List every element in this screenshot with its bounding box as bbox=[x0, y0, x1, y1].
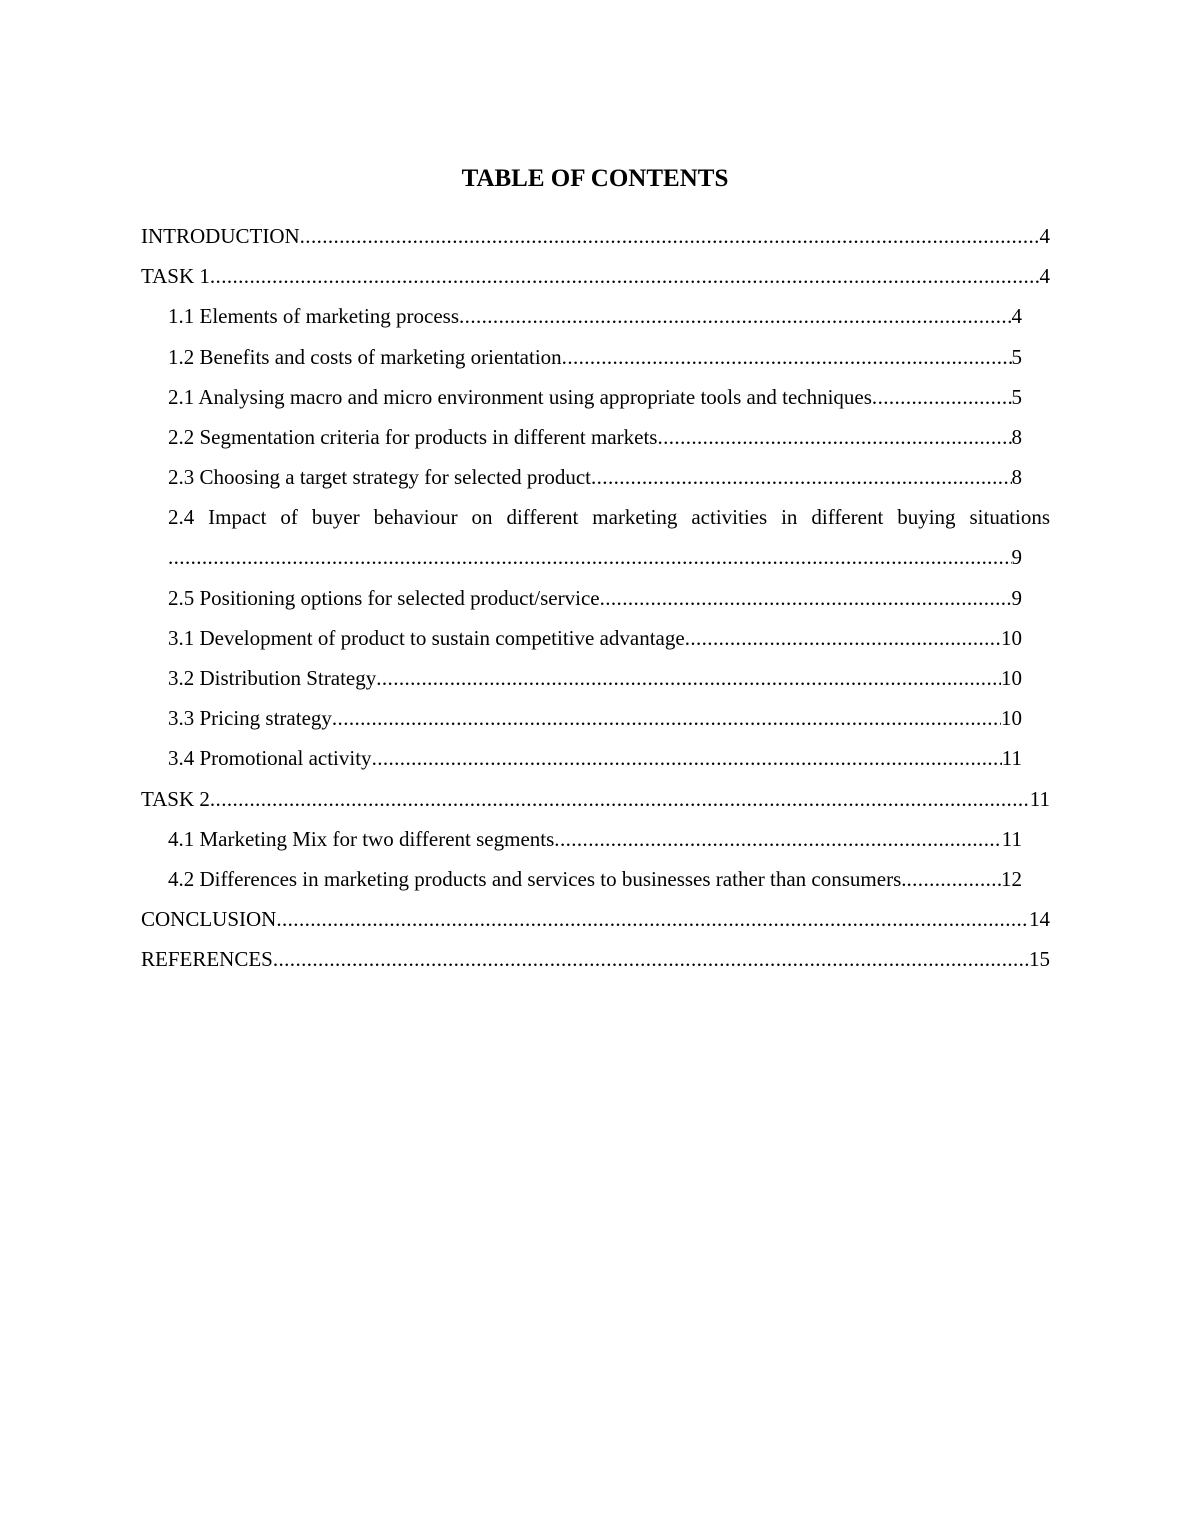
toc-entry-4-1[interactable] bbox=[0, 819, 1190, 859]
toc-page-number: 10 bbox=[1001, 706, 1022, 731]
toc-entry-references[interactable] bbox=[0, 939, 1190, 979]
toc-page-number: 14 bbox=[1029, 907, 1050, 932]
toc-entry-task-1[interactable] bbox=[0, 256, 1190, 296]
toc-entry-text: REFERENCES bbox=[141, 947, 273, 972]
toc-entry-2-5[interactable] bbox=[0, 578, 1190, 618]
toc-entry-text: 3.1 Development of product to sustain competitive advantage bbox=[168, 625, 685, 650]
toc-entry-text: TASK 2 bbox=[141, 786, 210, 811]
toc-entry-text: 4.2 Differences in marketing products and services to businesses rather than consumers. bbox=[168, 867, 907, 892]
toc-entry-text: 2.2 Segmentation criteria for products in different markets bbox=[168, 424, 658, 449]
table-of-contents bbox=[0, 216, 1190, 980]
toc-entry-text: 3.4 Promotional activity bbox=[168, 746, 372, 771]
toc-page-number: 8 bbox=[1011, 465, 1022, 490]
dot-leader bbox=[459, 296, 1011, 336]
toc-entry-3-2[interactable] bbox=[0, 658, 1190, 698]
dot-leader bbox=[332, 698, 1001, 738]
toc-entry-1-2[interactable] bbox=[0, 337, 1190, 377]
toc-entry-text: 2.4 Impact of buyer behaviour on different marketing activities in different buying situations bbox=[168, 505, 1050, 530]
toc-entry-task-2[interactable] bbox=[0, 779, 1190, 819]
toc-entry-3-4[interactable] bbox=[0, 738, 1190, 778]
dot-leader bbox=[600, 578, 1012, 618]
toc-entry-text: 3.2 Distribution Strategy bbox=[168, 666, 377, 691]
toc-entry-3-1[interactable] bbox=[0, 618, 1190, 658]
toc-page-number: 15 bbox=[1029, 947, 1050, 972]
dot-leader bbox=[376, 658, 1001, 698]
toc-entry-text: 2.3 Choosing a target strategy for selected product bbox=[168, 465, 591, 490]
toc-entry-2-1[interactable] bbox=[0, 377, 1190, 417]
dot-leader bbox=[210, 779, 1030, 819]
toc-entry-2-3[interactable] bbox=[0, 457, 1190, 497]
dot-leader bbox=[657, 417, 1011, 457]
toc-entry-3-3[interactable] bbox=[0, 698, 1190, 738]
dot-leader bbox=[907, 859, 1002, 899]
toc-entry-2-4[interactable] bbox=[0, 497, 1190, 577]
toc-page-number: 10 bbox=[1001, 666, 1022, 691]
toc-entry-text: 1.1 Elements of marketing process bbox=[168, 304, 460, 329]
toc-page-number: 5 bbox=[1011, 344, 1022, 369]
toc-entry-4-2[interactable] bbox=[0, 859, 1190, 899]
toc-entry-text: 2.1 Analysing macro and micro environment using appropriate tools and techniques bbox=[168, 384, 872, 409]
toc-page-number: 11 bbox=[1001, 826, 1022, 851]
toc-entry-conclusion[interactable] bbox=[0, 899, 1190, 939]
toc-entry-text: 4.1 Marketing Mix for two different segments bbox=[168, 826, 555, 851]
dot-leader bbox=[273, 939, 1029, 979]
toc-entry-text: 2.5 Positioning options for selected product/service bbox=[168, 585, 600, 610]
toc-page-number: 11 bbox=[1029, 786, 1050, 811]
dot-leader bbox=[872, 377, 1012, 417]
toc-entry-text: CONCLUSION bbox=[141, 907, 277, 932]
dot-leader bbox=[591, 457, 1012, 497]
dot-leader bbox=[210, 256, 1040, 296]
toc-page-number: 5 bbox=[1011, 384, 1022, 409]
toc-entry-text: INTRODUCTION bbox=[141, 224, 300, 248]
toc-page-number: 9 bbox=[1011, 585, 1022, 610]
page-title: TABLE OF CONTENTS bbox=[461, 165, 729, 192]
toc-page-number: 10 bbox=[1001, 625, 1022, 650]
dot-leader bbox=[300, 216, 1040, 256]
dot-leader bbox=[276, 899, 1029, 939]
toc-page-number: 4 bbox=[1039, 224, 1050, 248]
toc-page-number: 9 bbox=[1011, 545, 1022, 570]
toc-page-number: 8 bbox=[1011, 424, 1022, 449]
dot-leader bbox=[685, 618, 1001, 658]
dot-leader bbox=[372, 738, 1002, 778]
toc-page-number: 4 bbox=[1039, 264, 1050, 289]
dot-leader bbox=[168, 537, 1012, 577]
toc-entry-text: TASK 1 bbox=[141, 264, 210, 289]
toc-entry-text: 3.3 Pricing strategy bbox=[168, 706, 332, 731]
toc-page-number: 4 bbox=[1011, 304, 1022, 329]
dot-leader bbox=[562, 337, 1012, 377]
toc-entry-text: 1.2 Benefits and costs of marketing orientation bbox=[168, 344, 562, 369]
toc-page-number: 11 bbox=[1001, 746, 1022, 771]
dot-leader bbox=[554, 819, 1001, 859]
toc-page-number: 12 bbox=[1001, 867, 1022, 892]
toc-entry-2-2[interactable] bbox=[0, 417, 1190, 457]
toc-entry-1-1[interactable] bbox=[0, 296, 1190, 336]
toc-entry-introduction[interactable] bbox=[0, 216, 1190, 256]
